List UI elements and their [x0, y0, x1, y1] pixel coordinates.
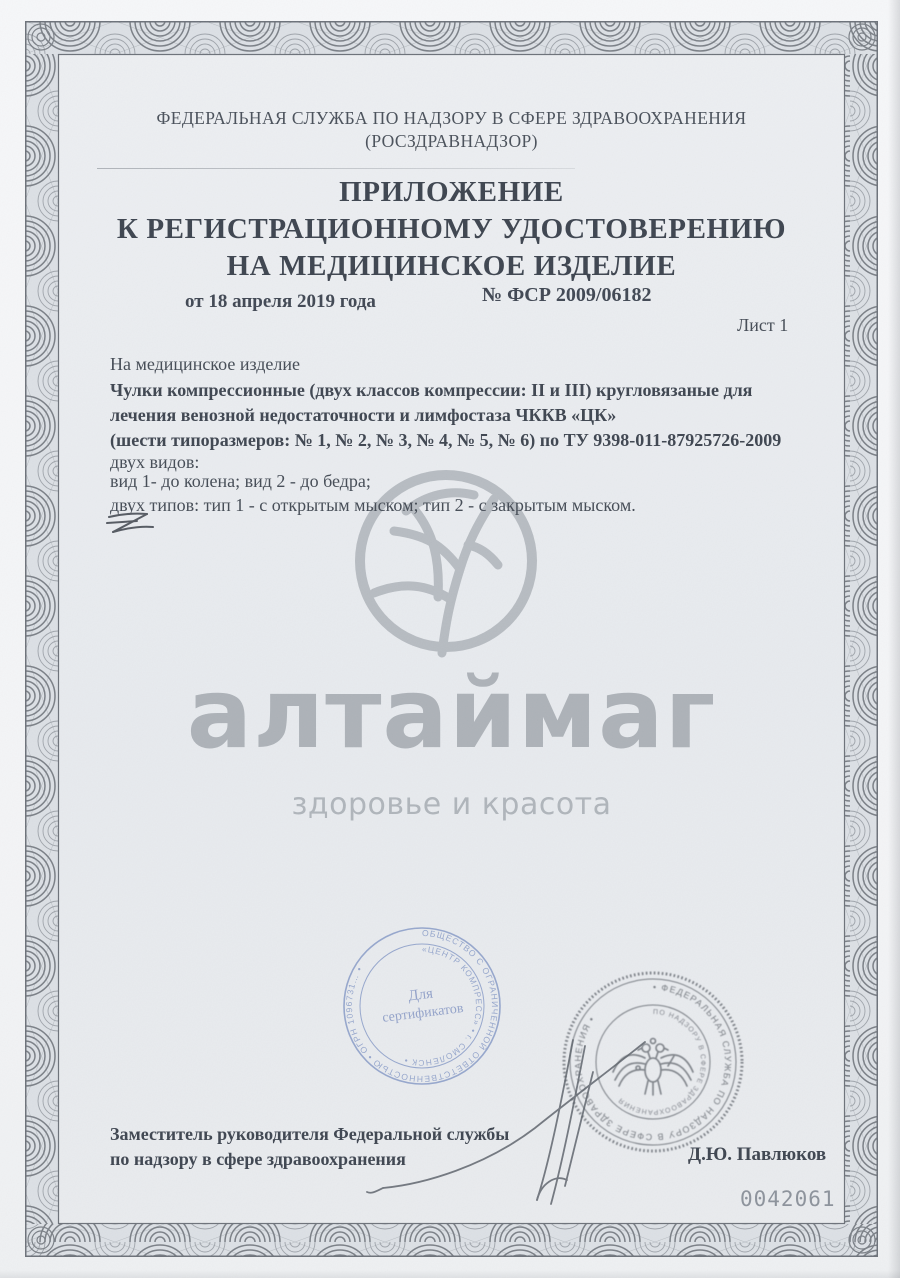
device-kinds-intro: двух видов:: [110, 452, 200, 472]
signer-name: Д.Ю. Павлюков: [688, 1144, 827, 1165]
company-stamp-ring-inner: «ЦЕНТР КОМПРЕСС» • г. СМОЛЕНСК •: [402, 943, 485, 1069]
signer-position-line-1: Заместитель руководителя Федеральной службы: [110, 1124, 510, 1144]
certificate-content: [25, 21, 878, 1257]
registration-number: № ФСР 2009/06182: [482, 284, 652, 306]
watermark-brand: алтаймаг: [186, 657, 717, 770]
certificate-paper: [25, 21, 878, 1257]
serial-number: 0042061: [740, 1187, 836, 1211]
watermark-tagline: здоровье и красота: [291, 787, 612, 822]
issuing-authority: [25, 107, 878, 153]
device-types-line: двух типов: тип 1 - с открытым мыском; тип 2 - с закрытым мыском.: [110, 495, 636, 515]
authority-name: ФЕДЕРАЛЬНАЯ СЛУЖБА ПО НАДЗОРУ В СФЕРЕ ЗДРАВООХРАНЕНИЯ: [156, 108, 747, 128]
title-line-1: ПРИЛОЖЕНИЕ: [339, 176, 564, 208]
scan-edge-shadow-bottom: [0, 1270, 900, 1278]
header-divider: [97, 168, 575, 169]
device-intro: На медицинское изделие: [110, 354, 301, 374]
official-seal-ring-inner: ПО НАДЗОРУ В СФЕРЕ ЗДРАВООХРАНЕНИЯ: [617, 1008, 707, 1116]
scan-edge-shadow-right: [888, 0, 900, 1278]
device-name-line-1: Чулки компрессионные (двух классов компрессии: II и III) кругловязаные для: [110, 380, 753, 400]
document-title: [25, 174, 878, 285]
device-sizes-line: (шести типоразмеров: № 1, № 2, № 3, № 4, № 5, № 6) по ТУ 9398-011-87925726-2009: [110, 430, 782, 450]
company-stamp-center-line-1: Для: [407, 985, 434, 1005]
sheet-label: Лист 1: [737, 315, 789, 335]
device-kinds-line: вид 1- до колена; вид 2 - до бедра;: [110, 471, 371, 491]
authority-short-name: (РОСЗДРАВНАДЗОР): [365, 131, 538, 151]
official-seal-ring-outer: • ФЕДЕРАЛЬНАЯ СЛУЖБА ПО НАДЗОРУ В СФЕРЕ ЗДРАВООХРАНЕНИЯ •: [572, 981, 734, 1143]
device-name-line-2: лечения венозной недостаточности и лимфостаза ЧККВ «ЦК»: [110, 405, 617, 425]
signature-icon: [365, 1016, 685, 1236]
issue-date: от 18 апреля 2019 года: [185, 291, 376, 312]
title-line-3: НА МЕДИЦИНСКОЕ ИЗДЕЛИЕ: [226, 250, 677, 282]
title-line-2: К РЕГИСТРАЦИОННОМУ УДОСТОВЕРЕНИЮ: [116, 213, 787, 245]
signer-position-line-2: по надзору в сфере здравоохранения: [110, 1148, 406, 1169]
company-stamp-ring-outer: ОБЩЕСТВО С ОГРАНИЧЕННОЙ ОТВЕТСТВЕННОСТЬЮ • ОГРН 1096731… •: [343, 927, 501, 1085]
handwritten-z-mark-icon: [103, 508, 167, 542]
company-stamp-center-line-2: сертификатов: [381, 1001, 465, 1026]
